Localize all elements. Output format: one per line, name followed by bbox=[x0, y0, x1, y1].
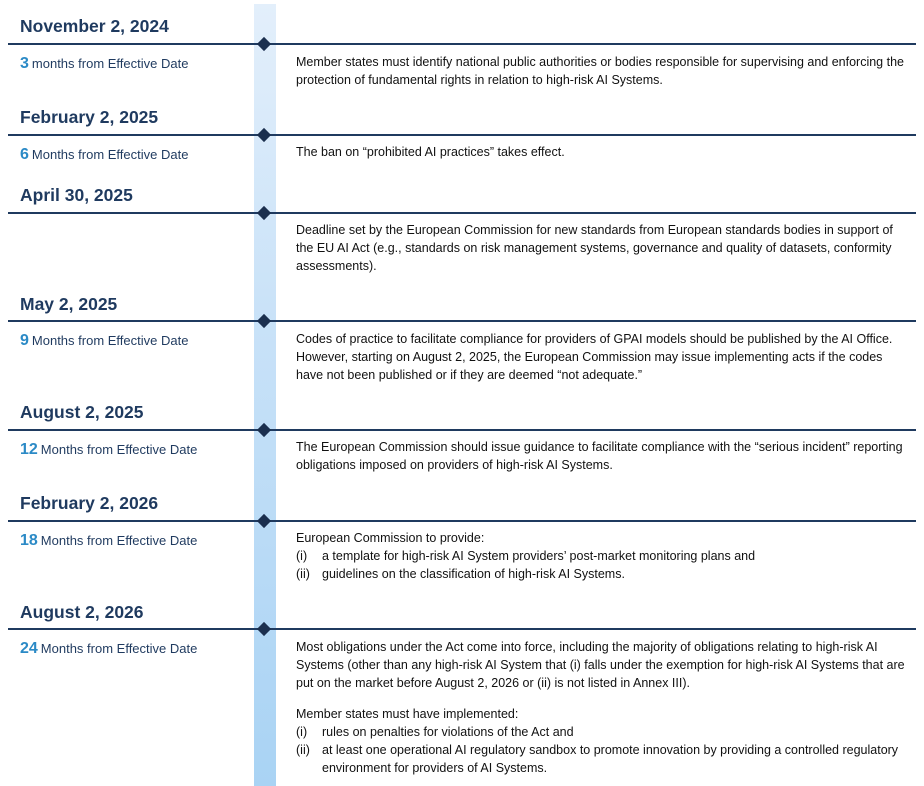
description-text: Most obligations under the Act come into force, including the majority of obligations relating to high-risk AI Systems (other than any high-risk AI System that (i) falls under the exemption for high-risk AI Systems that are put on the market before August 2, 2026 or (ii) is not listed in Annex III). bbox=[296, 640, 905, 690]
divider-line bbox=[8, 628, 916, 630]
list-marker: (i) bbox=[296, 549, 308, 563]
milestone-date: May 2, 2025 bbox=[20, 294, 118, 314]
description-intro: Member states must have implemented: bbox=[296, 707, 519, 721]
months-label bbox=[20, 532, 197, 550]
list-marker: (ii) bbox=[296, 743, 310, 757]
milestone-diamond-icon bbox=[257, 622, 271, 636]
months-count: 6 bbox=[20, 146, 29, 163]
milestone-diamond-icon bbox=[257, 423, 271, 437]
list-text: a template for high-risk AI System providers’ post-market monitoring plans and bbox=[322, 549, 756, 563]
description-intro: European Commission to provide: bbox=[296, 531, 485, 545]
milestone-diamond-icon bbox=[257, 206, 271, 220]
months-label bbox=[20, 146, 188, 164]
months-suffix: Months from Effective Date bbox=[31, 147, 189, 162]
milestone-date: February 2, 2026 bbox=[20, 493, 159, 513]
list-item bbox=[296, 547, 908, 565]
months-count: 9 bbox=[20, 332, 29, 349]
months-count: 12 bbox=[20, 441, 38, 458]
divider-line bbox=[8, 520, 916, 522]
months-suffix: Months from Effective Date bbox=[40, 641, 198, 656]
months-suffix: Months from Effective Date bbox=[40, 533, 198, 548]
milestone-diamond-icon bbox=[257, 314, 271, 328]
months-label bbox=[20, 441, 197, 459]
milestone-date: February 2, 2025 bbox=[20, 107, 159, 127]
description-text: Codes of practice to facilitate compliance for providers of GPAI models should be published by the AI Office. However, starting on August 2, 2025, the European Commission may issue implementing acts if the codes have not been published or if they are deemed “not adequate.” bbox=[296, 332, 893, 382]
months-label bbox=[20, 332, 188, 350]
milestone-description bbox=[296, 143, 908, 161]
months-label bbox=[20, 640, 197, 658]
months-suffix: Months from Effective Date bbox=[40, 442, 198, 457]
months-count: 18 bbox=[20, 532, 38, 549]
list-item bbox=[296, 565, 908, 583]
list-text: rules on penalties for violations of the Act and bbox=[322, 725, 574, 739]
milestone-date: April 30, 2025 bbox=[20, 185, 133, 205]
months-suffix: months from Effective Date bbox=[31, 56, 189, 71]
list-marker: (i) bbox=[296, 725, 308, 739]
milestone-description bbox=[296, 638, 908, 777]
months-label bbox=[20, 55, 188, 73]
milestone-date: November 2, 2024 bbox=[20, 16, 169, 36]
divider-line bbox=[8, 212, 916, 214]
list-item bbox=[296, 741, 908, 777]
divider-line bbox=[8, 320, 916, 322]
milestone-diamond-icon bbox=[257, 37, 271, 51]
list-text: at least one operational AI regulatory sandbox to promote innovation by providing a controlled regulatory environment for providers of AI Systems. bbox=[322, 743, 899, 775]
milestone-date: August 2, 2025 bbox=[20, 402, 144, 422]
divider-line bbox=[8, 134, 916, 136]
milestone-description bbox=[296, 221, 908, 275]
milestone-description bbox=[296, 529, 908, 583]
list-text: guidelines on the classification of high-risk AI Systems. bbox=[322, 567, 625, 581]
milestone-description bbox=[296, 438, 908, 474]
divider-line bbox=[8, 429, 916, 431]
description-text: The ban on “prohibited AI practices” takes effect. bbox=[296, 145, 565, 159]
milestone-description bbox=[296, 330, 908, 384]
months-count: 24 bbox=[20, 640, 38, 657]
milestone-diamond-icon bbox=[257, 128, 271, 142]
description-text: Deadline set by the European Commission for new standards from European standards bodies in support of the EU AI Act (e.g., standards on risk management systems, governance and quality of datasets, conformity assessments). bbox=[296, 223, 893, 273]
milestone-date: August 2, 2026 bbox=[20, 602, 144, 622]
divider-line bbox=[8, 43, 916, 45]
milestone-diamond-icon bbox=[257, 514, 271, 528]
description-text: The European Commission should issue guidance to facilitate compliance with the “serious incident” reporting obligations imposed on providers of high-risk AI Systems. bbox=[296, 440, 903, 472]
months-suffix: Months from Effective Date bbox=[31, 333, 189, 348]
milestone-description bbox=[296, 53, 908, 89]
months-count: 3 bbox=[20, 55, 29, 72]
list-item bbox=[296, 723, 908, 741]
list-marker: (ii) bbox=[296, 567, 310, 581]
description-text: Member states must identify national public authorities or bodies responsible for supervising and enforcing the protection of fundamental rights in relation to high-risk AI Systems. bbox=[296, 55, 904, 87]
